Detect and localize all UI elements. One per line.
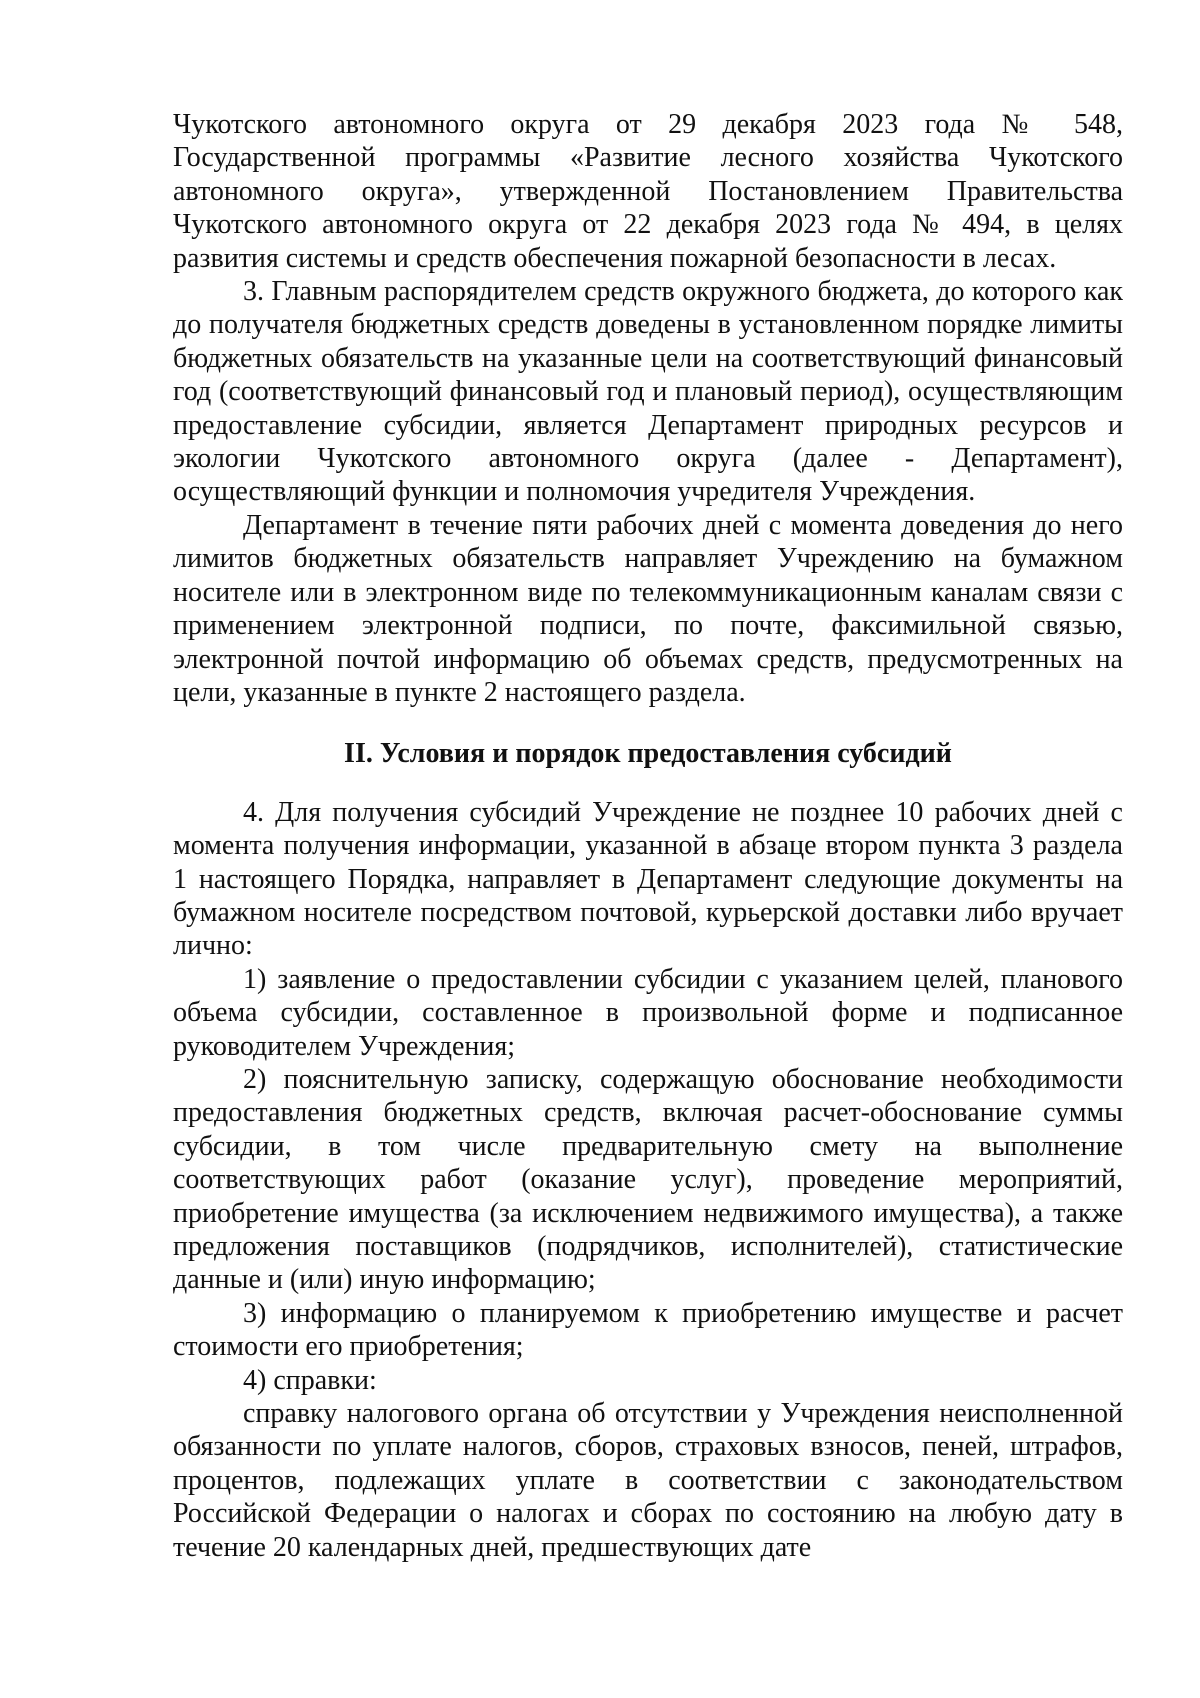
paragraph-subitem-4: 4) справки: [243, 1364, 377, 1396]
paragraph-continuation: Чукотского автономного округа от 29 декабря 2023 года № 548, Государственной программы «Развитие лесного хозяйства Чукотского автономного округа», утвержденной Постановлением Правительства Чукотского автономного округа от 22 декабря 2023 года № 494, в целях развития системы и средств обеспечения пожарной безопасности в лесах. [173, 109, 1123, 274]
paragraph-item-4: 4. Для получения субсидий Учреждение не позднее 10 рабочих дней с момента получения информации, указанной в абзаце втором пункта 3 раздела 1 настоящего Порядка, направляет в Департамент следующие документы на бумажном носителе посредством почтовой, курьерской доставки либо вручает лично: [173, 796, 1123, 962]
document-page [173, 108, 1123, 1564]
paragraph-item-3: 3. Главным распорядителем средств окружного бюджета, до которого как до получателя бюджетных средств доведены в установленном порядке лимиты бюджетных обязательств на указанные цели на соответствующий финансовый год (соответствующий финансовый год и плановый период), осуществляющим предоставление субсидии, является Департамент природных ресурсов и экологии Чукотского автономного округа (далее - Департамент), осуществляющий функции и полномочия учредителя Учреждения. [173, 276, 1123, 508]
section-heading: II. Условия и порядок предоставления субсидий [344, 738, 952, 770]
paragraph-tax-certificate: справку налогового органа об отсутствии у Учреждения неисполненной обязанности по уплате налогов, сборов, страховых взносов, пеней, штрафов, процентов, подлежащих уплате в соответствии с законодательством Российской Федерации о налогах и сборах по состоянию на любую дату в течение 20 календарных дней, предшествующих дате [173, 1398, 1123, 1563]
paragraph-subitem-3: 3) информацию о планируемом к приобретению имуществе и расчет стоимости его приобретения; [173, 1297, 1123, 1363]
paragraph-subitem-1: 1) заявление о предоставлении субсидии с указанием целей, планового объема субсидии, составленное в произвольной форме и подписанное руководителем Учреждения; [173, 963, 1123, 1062]
paragraph-subitem-2: 2) пояснительную записку, содержащую обоснование необходимости предоставления бюджетных средств, включая расчет-обоснование суммы субсидии, в том числе предварительную смету на выполнение соответствующих работ (оказание услуг), проведение мероприятий, приобретение имущества (за исключением недвижимого имущества), а также предложения поставщиков (подрядчиков, исполнителей), статистические данные и (или) иную информацию; [173, 1063, 1123, 1296]
paragraph-department-notice: Департамент в течение пяти рабочих дней с момента доведения до него лимитов бюджетных обязательств направляет Учреждению на бумажном носителе или в электронном виде по телекоммуникационным каналам связи с применением электронной подписи, по почте, факсимильной связью, электронной почтой информацию об объемах средств, предусмотренных на цели, указанные в пункте 2 настоящего раздела. [173, 509, 1123, 708]
